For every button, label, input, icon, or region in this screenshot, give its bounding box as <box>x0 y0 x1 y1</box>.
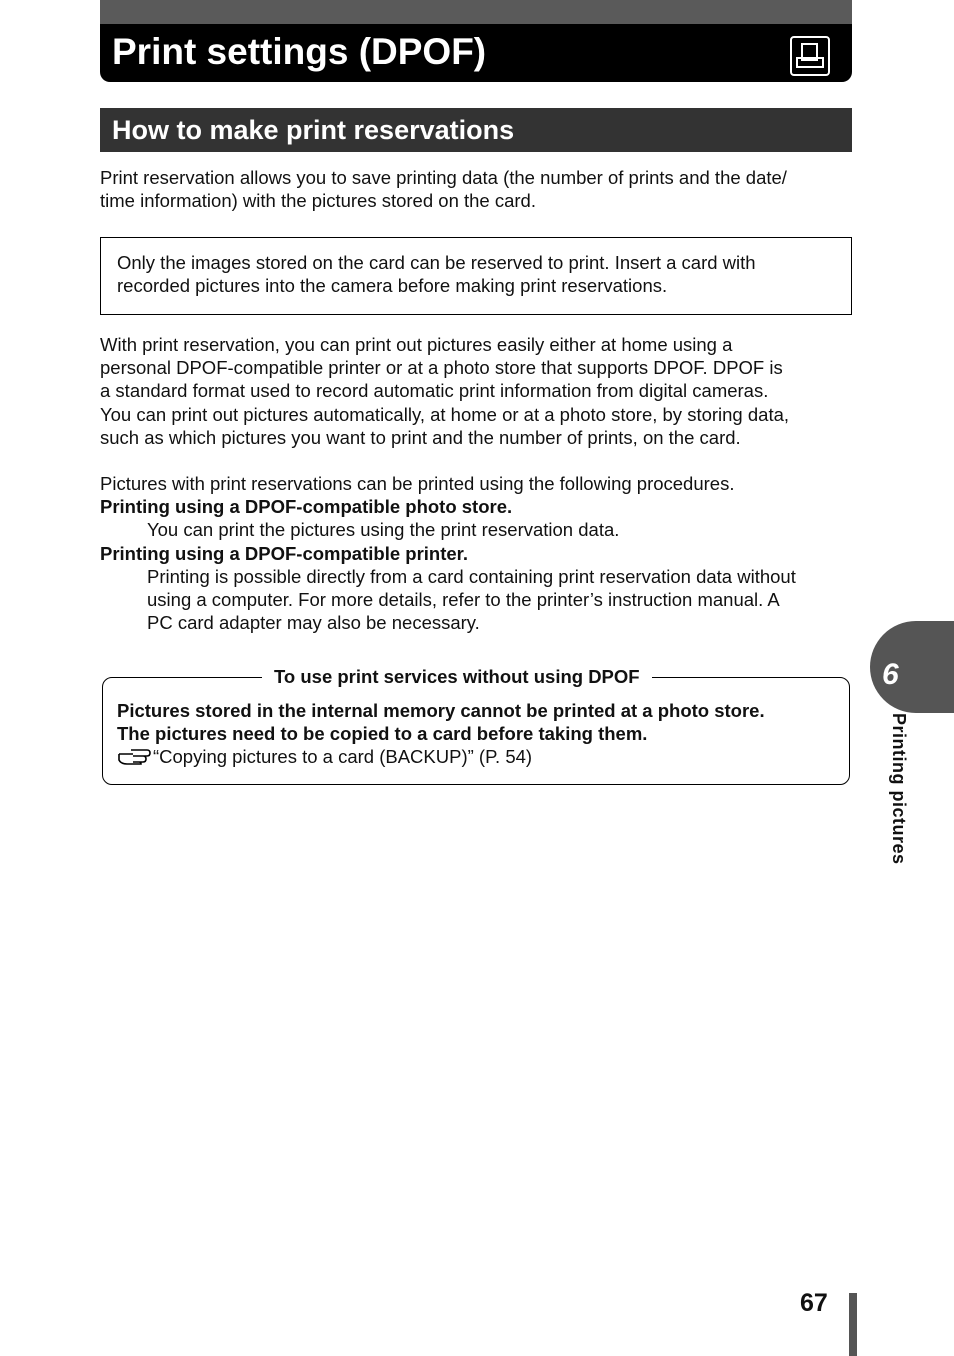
dpof-description <box>100 333 789 449</box>
page-number: 67 <box>800 1289 828 1317</box>
tip-reference <box>117 745 765 771</box>
printer-icon <box>790 36 830 76</box>
chapter-label: Printing pictures <box>889 713 909 865</box>
tip-reference-text[interactable]: “Copying pictures to a card (BACKUP)” (P. 54) <box>153 746 533 768</box>
intro-line: time information) with the pictures stored on the card. <box>100 190 536 212</box>
title-band <box>100 0 852 24</box>
procedure-detail: You can print the pictures using the print reservation data. <box>147 519 620 541</box>
chapter-tab[interactable] <box>870 621 954 713</box>
title-bar <box>100 0 852 82</box>
tip-content <box>117 699 765 772</box>
chapter-number: 6 <box>882 658 899 691</box>
description-line: You can print out pictures automatically, at home or at a photo store, by storing data, <box>100 403 790 425</box>
procedure-detail: PC card adapter may also be necessary. <box>147 612 480 634</box>
tip-bold-line: Pictures stored in the internal memory cannot be printed at a photo store. <box>117 700 765 721</box>
note-line: Only the images stored on the card can be reserved to print. Insert a card with <box>117 252 756 273</box>
description-line: a standard format used to record automatic print information from digital cameras. <box>100 380 769 402</box>
page-title: Print settings (DPOF) <box>112 31 487 72</box>
pointing-hand-icon <box>117 746 153 771</box>
intro-paragraph <box>100 166 787 212</box>
procedure-title-photo-store: Printing using a DPOF-compatible photo store. <box>100 496 513 518</box>
tip-title: To use print services without using DPOF <box>262 665 652 689</box>
note-text <box>117 251 756 297</box>
procedures-intro: Pictures with print reservations can be printed using the following procedures. <box>100 473 735 494</box>
procedure-detail: using a computer. For more details, refer to the printer’s instruction manual. A <box>147 589 780 611</box>
procedure-title-printer: Printing using a DPOF-compatible printer. <box>100 542 468 564</box>
section-heading <box>100 108 852 152</box>
note-line: recorded pictures into the camera before making print reservations. <box>117 275 668 297</box>
section-heading-text: How to make print reservations <box>112 115 515 145</box>
description-line: such as which pictures you want to print and the number of prints, on the card. <box>100 426 741 448</box>
description-line: With print reservation, you can print out pictures easily either at home using a <box>100 334 733 355</box>
procedure-detail: Printing is possible directly from a card containing print reservation data without <box>147 565 796 587</box>
tip-bold-line: The pictures need to be copied to a card before taking them. <box>117 723 648 745</box>
intro-line: Print reservation allows you to save printing data (the number of prints and the date/ <box>100 167 787 188</box>
description-line: personal DPOF-compatible printer or at a photo store that supports DPOF. DPOF is <box>100 357 783 379</box>
procedures-block <box>100 472 796 634</box>
page-edge-bar <box>849 1293 857 1356</box>
